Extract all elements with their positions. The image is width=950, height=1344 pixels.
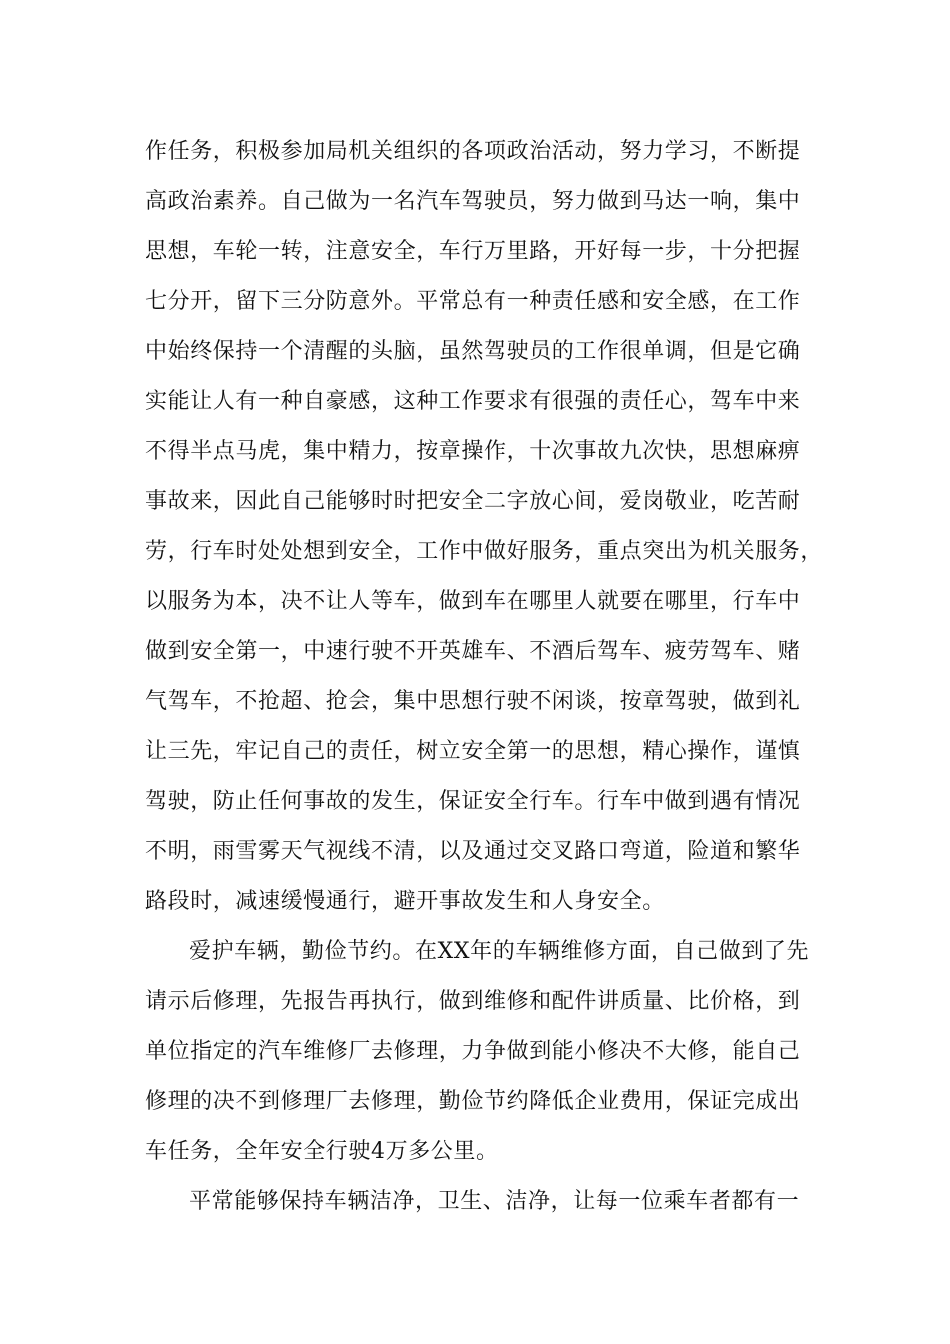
text-line: 劳，行车时处处想到安全，工作中做好服务，重点突出为机关服务， [145, 539, 824, 564]
text-line: 七分开，留下三分防意外。平常总有一种责任感和安全感，在工作 [145, 289, 801, 314]
text-line: 请示后修理，先报告再执行，做到维修和配件讲质量、比价格，到 [145, 989, 801, 1014]
text-line: 做到安全第一，中速行驶不开英雄车、不酒后驾车、疲劳驾车、赌 [145, 639, 801, 664]
text-line: 修理的决不到修理厂去修理，勤俭节约降低企业费用，保证完成出 [145, 1089, 801, 1114]
text-line: 思想，车轮一转，注意安全，车行万里路，开好每一步，十分把握 [145, 239, 801, 264]
text-line: 实能让人有一种自豪感，这种工作要求有很强的责任心，驾车中来 [145, 389, 801, 414]
paragraph-start-line: 平常能够保持车辆洁净，卫生、洁净，让每一位乘车者都有一 [189, 1189, 800, 1214]
text-line: 驾驶，防止任何事故的发生，保证安全行车。行车中做到遇有情况 [145, 789, 801, 814]
text-line: 车任务，全年安全行驶4万多公里。 [145, 1139, 499, 1164]
text-line: 不得半点马虎，集中精力，按章操作，十次事故九次快，思想麻痹 [145, 439, 801, 464]
text-line: 作任务，积极参加局机关组织的各项政治活动，努力学习，不断提 [145, 139, 801, 164]
text-line: 让三先，牢记自己的责任，树立安全第一的思想，精心操作，谨慎 [145, 739, 801, 764]
text-line: 单位指定的汽车维修厂去修理，力争做到能小修决不大修，能自己 [145, 1039, 801, 1064]
text-line: 不明，雨雪雾天气视线不清，以及通过交叉路口弯道，险道和繁华 [145, 839, 801, 864]
text-line: 高政治素养。自己做为一名汽车驾驶员，努力做到马达一响，集中 [145, 189, 801, 214]
text-line: 以服务为本，决不让人等车，做到车在哪里人就要在哪里，行车中 [145, 589, 801, 614]
text-line: 事故来，因此自己能够时时把安全二字放心间，爱岗敬业，吃苦耐 [145, 489, 801, 514]
paragraph-start-line: 爱护车辆，勤俭节约。在XX年的车辆维修方面，自己做到了先 [189, 939, 810, 964]
text-line: 中始终保持一个清醒的头脑，虽然驾驶员的工作很单调，但是它确 [145, 339, 801, 364]
text-line: 气驾车，不抢超、抢会，集中思想行驶不闲谈，按章驾驶，做到礼 [145, 689, 801, 714]
text-line: 路段时，减速缓慢通行，避开事故发生和人身安全。 [145, 889, 665, 914]
